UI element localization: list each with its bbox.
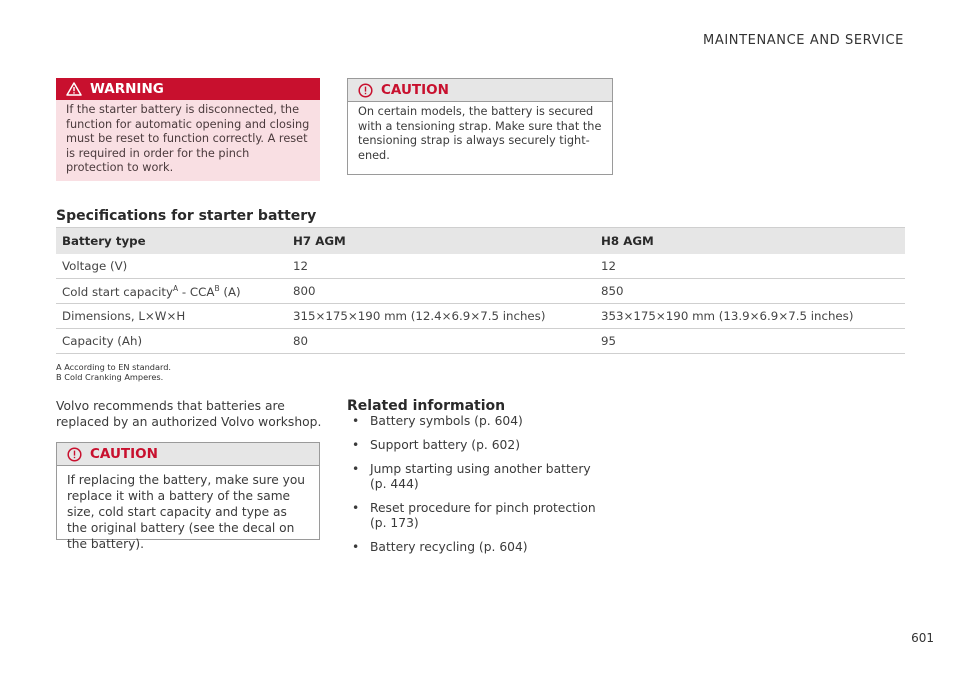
related-link[interactable] [352,540,602,555]
related-title: Related information [347,398,506,414]
specs-title: Specifications for starter battery [56,208,317,224]
warning-title: WARNING [90,81,164,97]
table-cell: 12 [595,254,905,279]
footnote-mark: A [56,362,62,372]
related-link-text[interactable]: Jump starting using another battery (p. 444) [370,462,591,491]
caution-box-replace [56,442,320,551]
caution-circle-icon [67,447,82,462]
page-number: 601 [911,631,934,645]
table-cell [56,279,287,304]
related-link[interactable] [352,501,602,531]
bullet-icon: • [352,438,360,452]
related-link[interactable] [352,438,602,453]
table-cell: 315×175×190 mm (12.4×6.9×7.5 inches) [287,304,595,329]
warning-box [56,78,320,181]
caution-title: CAUTION [381,82,449,98]
table-cell: 850 [595,279,905,304]
footnote-mark: B [56,372,62,382]
bullet-icon: • [352,462,360,476]
table-row [56,254,905,279]
table-row [56,304,905,329]
caution-circle-icon [358,83,373,98]
table-cell: 800 [287,279,595,304]
footnote-text: Cold Cranking Amperes. [64,372,164,382]
column-header: H7 AGM [287,228,595,255]
cell-text: (A) [219,284,241,299]
footnote-b [56,372,163,382]
table-cell: 12 [287,254,595,279]
caution-text: If replacing the battery, make sure you replace it with a battery of the same size, cold start capacity and type as the original battery (see the decal on the battery). [67,473,306,551]
table-header-row [56,228,905,255]
cell-text: - CCA [178,284,215,299]
table-cell: Capacity (Ah) [56,329,287,354]
warning-triangle-icon [66,82,82,96]
bullet-icon: • [352,414,360,428]
column-header: H8 AGM [595,228,905,255]
table-cell: 80 [287,329,595,354]
related-link-text[interactable]: Battery recycling (p. 604) [370,540,528,554]
caution-header [348,79,612,102]
footnote-a [56,362,171,372]
caution-box-strap [347,78,613,175]
table-cell: Dimensions, L×W×H [56,304,287,329]
related-link[interactable] [352,462,602,492]
related-link[interactable] [352,414,602,429]
related-link-text[interactable]: Battery symbols (p. 604) [370,414,523,428]
related-link-text[interactable]: Support battery (p. 602) [370,438,521,452]
caution-title: CAUTION [90,446,158,462]
bullet-icon: • [352,540,360,554]
caution-text: On certain models, the battery is secured with a tensioning strap. Make sure that the tensioning strap is always securely tight-ened. [358,105,602,162]
footnote-ref-a: A [173,283,179,293]
cell-text: Cold start capacity [62,284,173,299]
table-row [56,329,905,354]
caution-header [57,443,319,466]
table-cell: 353×175×190 mm (13.9×6.9×7.5 inches) [595,304,905,329]
footnote-text: According to EN standard. [64,362,172,372]
footnote-ref-b: B [214,283,220,293]
bullet-icon: • [352,501,360,515]
warning-header [56,78,320,100]
recommend-text: Volvo recommends that batteries are replaced by an authorized Volvo workshop. [56,399,322,429]
column-header: Battery type [56,228,287,255]
table-row [56,279,905,304]
specs-table [56,227,905,354]
section-header: MAINTENANCE AND SERVICE [703,33,904,48]
related-list [352,414,602,564]
warning-text: If the starter battery is disconnected, the function for automatic opening and closing must be reset to function correctly. A reset is required in order for the pinch protection to work. [66,103,310,174]
related-link-text[interactable]: Reset procedure for pinch protection (p. 173) [370,501,596,530]
table-cell: Voltage (V) [56,254,287,279]
table-cell: 95 [595,329,905,354]
